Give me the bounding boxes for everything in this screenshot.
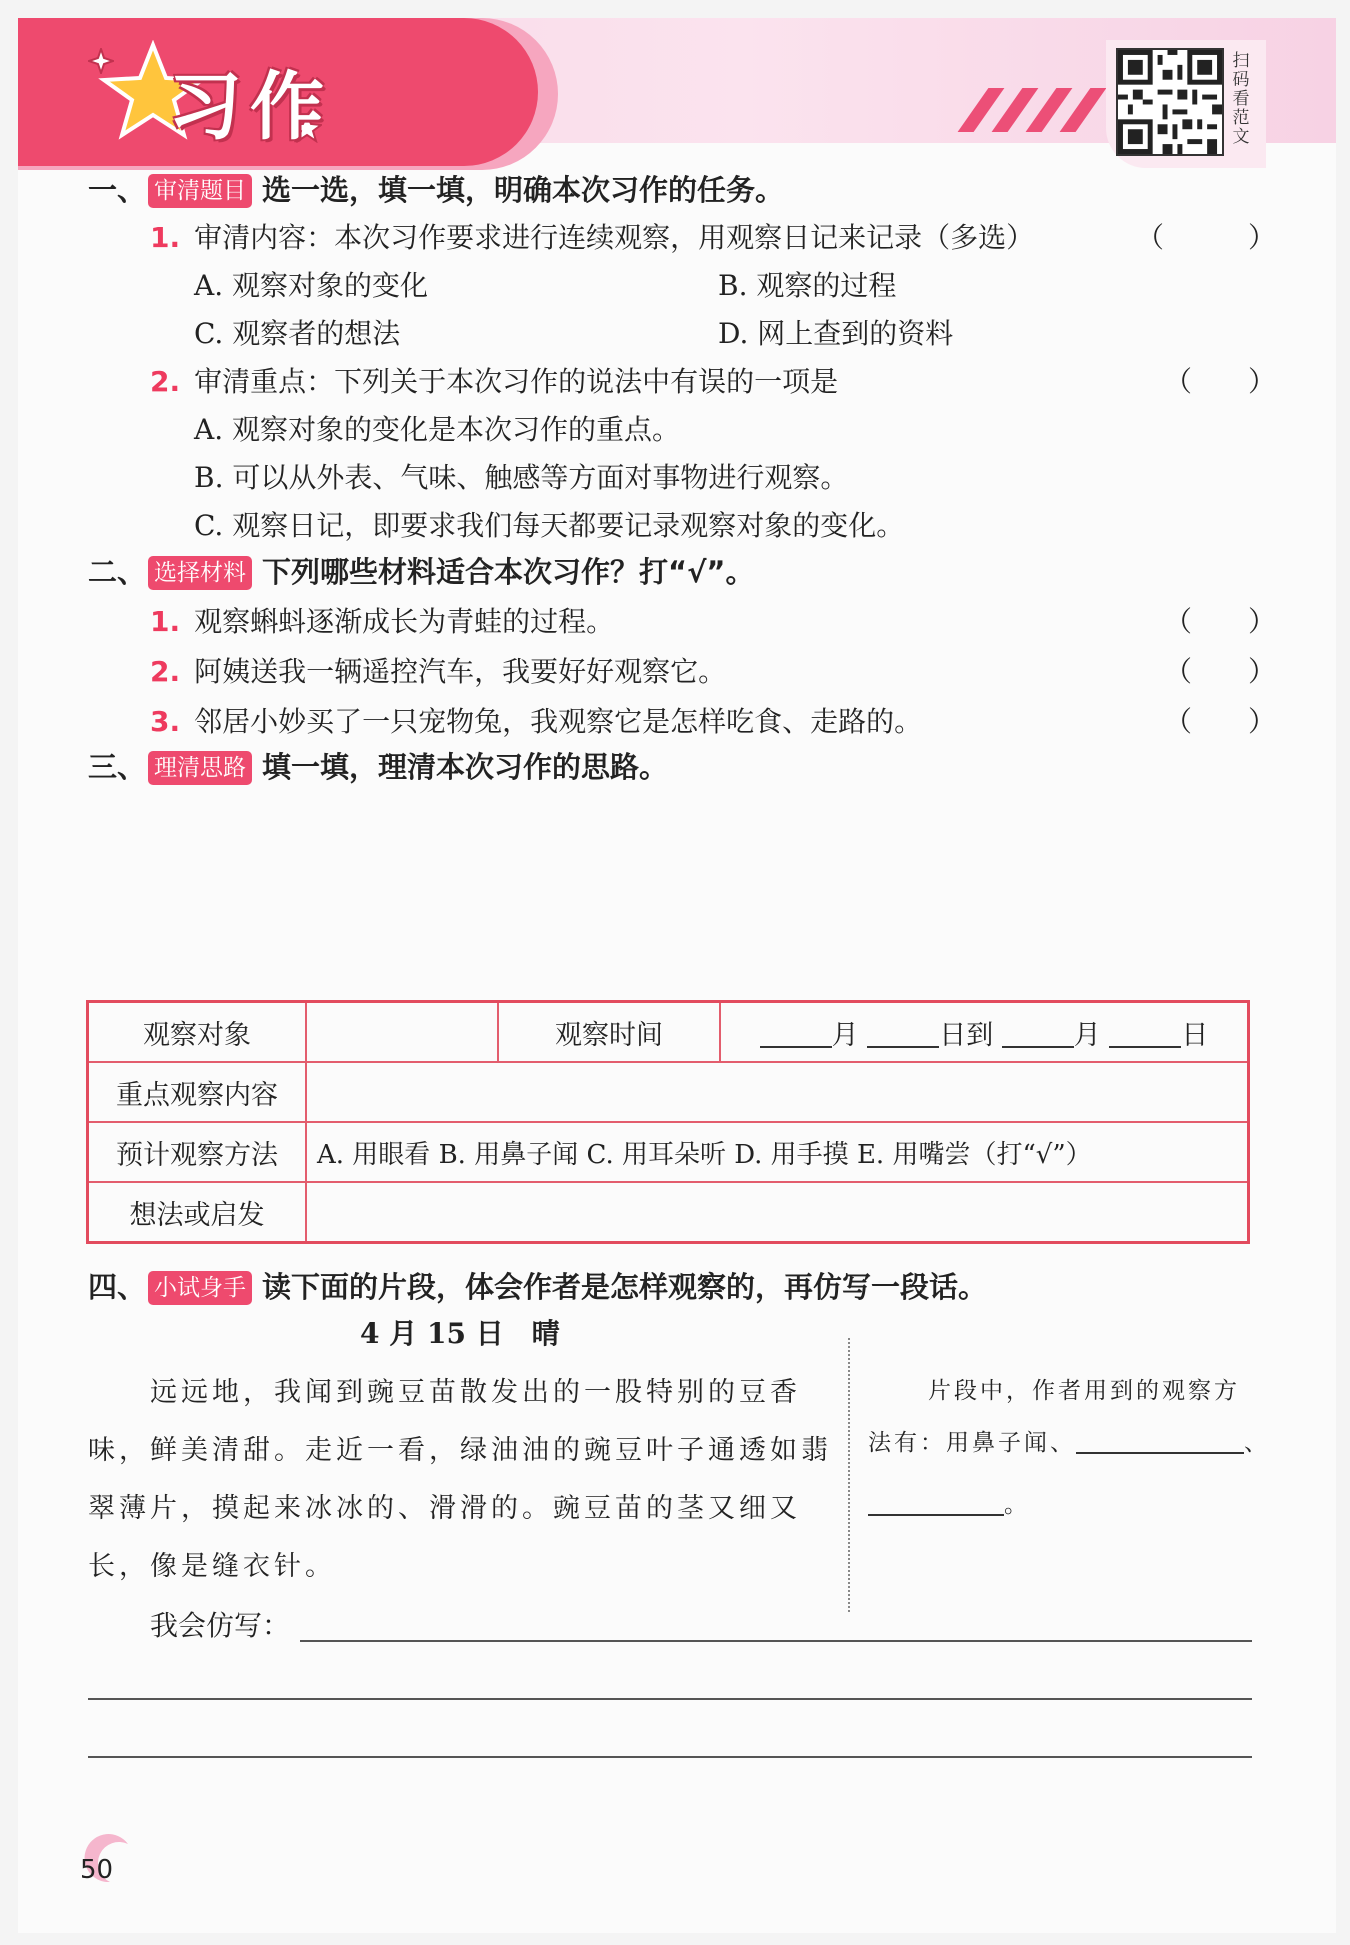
section2-prefix: 二、 bbox=[88, 555, 147, 589]
s2-item-2-paren[interactable]: （ ） bbox=[1163, 655, 1276, 688]
side-note-sep: 、 bbox=[1244, 1430, 1270, 1456]
q2-number: 2. bbox=[150, 365, 181, 398]
side-note-end: 。 bbox=[1004, 1492, 1027, 1518]
blank-start-day[interactable] bbox=[867, 1020, 939, 1048]
side-note-blank-1[interactable] bbox=[1076, 1426, 1244, 1454]
s2-item-1-text: 观察蝌蚪逐渐成长为青蛙的过程。 bbox=[194, 605, 615, 638]
side-note-line-3 bbox=[868, 1486, 1027, 1519]
section4-prefix: 四、 bbox=[88, 1270, 147, 1304]
label-observation-object: 观察对象 bbox=[88, 1002, 307, 1063]
label-method: 预计观察方法 bbox=[88, 1122, 307, 1182]
s2-item-2-text: 阿姨送我一辆遥控汽车，我要好好观察它。 bbox=[194, 655, 727, 688]
s2-item-3-text: 邻居小妙买了一只宠物兔，我观察它是怎样吃食、走路的。 bbox=[194, 705, 923, 738]
section4-heading bbox=[88, 1265, 987, 1306]
blank-end-month[interactable] bbox=[1002, 1020, 1074, 1048]
section2-tag: 选择材料 bbox=[148, 556, 252, 590]
q2-answer-paren[interactable]: （ ） bbox=[1163, 365, 1276, 398]
workbook-page bbox=[18, 18, 1336, 1933]
cell-observation-object[interactable] bbox=[306, 1002, 498, 1063]
section4-title: 读下面的片段，体会作者是怎样观察的，再仿写一段话。 bbox=[262, 1270, 988, 1304]
section1-title: 选一选，填一填，明确本次习作的任务。 bbox=[262, 173, 785, 207]
side-note-blank-2[interactable] bbox=[868, 1488, 1004, 1516]
date-day-to: 日到 bbox=[939, 1019, 994, 1051]
section1-tag: 审清题目 bbox=[148, 174, 252, 208]
passage-date: 4 月 15 日 晴 bbox=[360, 1317, 560, 1350]
imitate-label: 我会仿写： bbox=[150, 1609, 291, 1642]
s2-item-3 bbox=[150, 700, 922, 740]
q1-text: 审清内容：本次习作要求进行连续观察，用观察日记来记录（多选） bbox=[194, 221, 1035, 254]
cell-thoughts[interactable] bbox=[306, 1182, 1249, 1243]
q1-option-c: C. 观察者的想法 bbox=[194, 317, 401, 350]
writing-line-1[interactable] bbox=[300, 1640, 1252, 1642]
page-title: 习作 bbox=[168, 64, 332, 150]
qr-code-icon[interactable] bbox=[1116, 48, 1224, 156]
cell-method-options[interactable]: A. 用眼看 B. 用鼻子闻 C. 用耳朵听 D. 用手摸 E. 用嘴尝（打“√”） bbox=[306, 1122, 1249, 1182]
q1-answer-paren[interactable]: （ ） bbox=[1135, 221, 1276, 254]
passage-line-1: 远远地，我闻到豌豆苗散发出的一股特别的豆香 bbox=[150, 1377, 801, 1408]
s2-item-2 bbox=[150, 650, 726, 690]
section4-tag: 小试身手 bbox=[148, 1271, 252, 1305]
cell-observation-date[interactable] bbox=[720, 1002, 1249, 1063]
blank-end-day[interactable] bbox=[1109, 1020, 1181, 1048]
q2-option-b: B. 可以从外表、气味、触感等方面对事物进行观察。 bbox=[194, 461, 849, 494]
observation-plan-table bbox=[86, 1000, 1250, 1244]
passage-divider bbox=[848, 1338, 850, 1612]
section3-title: 填一填，理清本次习作的思路。 bbox=[262, 750, 669, 784]
q2-option-c: C. 观察日记，即要求我们每天都要记录观察对象的变化。 bbox=[194, 509, 905, 542]
blank-start-month[interactable] bbox=[760, 1020, 832, 1048]
date-month-1: 月 bbox=[831, 1019, 859, 1051]
table-row bbox=[88, 1122, 1249, 1182]
date-month-2: 月 bbox=[1073, 1019, 1101, 1051]
side-note-line-2 bbox=[868, 1424, 1270, 1457]
q2-option-a: A. 观察对象的变化是本次习作的重点。 bbox=[194, 413, 681, 446]
s2-item-1-number: 1. bbox=[150, 605, 181, 638]
s2-item-2-number: 2. bbox=[150, 655, 181, 688]
q2-text: 审清重点：下列关于本次习作的说法中有误的一项是 bbox=[194, 365, 839, 398]
writing-line-2[interactable] bbox=[88, 1698, 1252, 1700]
section3-prefix: 三、 bbox=[88, 750, 147, 784]
q1-option-b: B. 观察的过程 bbox=[718, 269, 897, 302]
table-row bbox=[88, 1002, 1249, 1063]
label-thoughts: 想法或启发 bbox=[88, 1182, 307, 1243]
qr-label: 扫码看范文 bbox=[1232, 51, 1250, 147]
q1-option-a: A. 观察对象的变化 bbox=[194, 269, 429, 302]
side-note-line-1: 片段中，作者用到的观察方 bbox=[928, 1378, 1240, 1404]
section3-tag: 理清思路 bbox=[148, 751, 252, 785]
label-key-content: 重点观察内容 bbox=[88, 1062, 307, 1122]
table-row bbox=[88, 1182, 1249, 1243]
passage-line-4: 长，像是缝衣针。 bbox=[88, 1551, 336, 1582]
passage-line-3: 翠薄片，摸起来冰冰的、滑滑的。豌豆苗的茎又细又 bbox=[88, 1493, 801, 1524]
section2-title: 下列哪些材料适合本次习作？打“√”。 bbox=[262, 555, 755, 589]
section2-heading bbox=[88, 550, 754, 591]
sparkle-icon bbox=[88, 48, 114, 74]
section1-heading bbox=[88, 168, 784, 209]
q1-line bbox=[150, 216, 1034, 256]
decorative-stripes bbox=[973, 88, 1109, 136]
s2-item-1 bbox=[150, 600, 614, 640]
s2-item-1-paren[interactable]: （ ） bbox=[1163, 605, 1276, 638]
q2-line bbox=[150, 360, 838, 400]
q1-option-d: D. 网上查到的资料 bbox=[718, 317, 954, 350]
q1-number: 1. bbox=[150, 221, 181, 254]
writing-line-3[interactable] bbox=[88, 1756, 1252, 1758]
s2-item-3-paren[interactable]: （ ） bbox=[1163, 705, 1276, 738]
page-number: 50 bbox=[80, 1855, 114, 1885]
label-observation-time: 观察时间 bbox=[498, 1002, 720, 1063]
table-row bbox=[88, 1062, 1249, 1122]
cell-key-content[interactable] bbox=[306, 1062, 1249, 1122]
section3-heading bbox=[88, 745, 668, 786]
section1-prefix: 一、 bbox=[88, 173, 147, 207]
date-day: 日 bbox=[1181, 1019, 1209, 1051]
side-note-prefix: 法有：用鼻子闻、 bbox=[868, 1430, 1076, 1456]
s2-item-3-number: 3. bbox=[150, 705, 181, 738]
passage-line-2: 味，鲜美清甜。走近一看，绿油油的豌豆叶子通透如翡 bbox=[88, 1435, 832, 1466]
